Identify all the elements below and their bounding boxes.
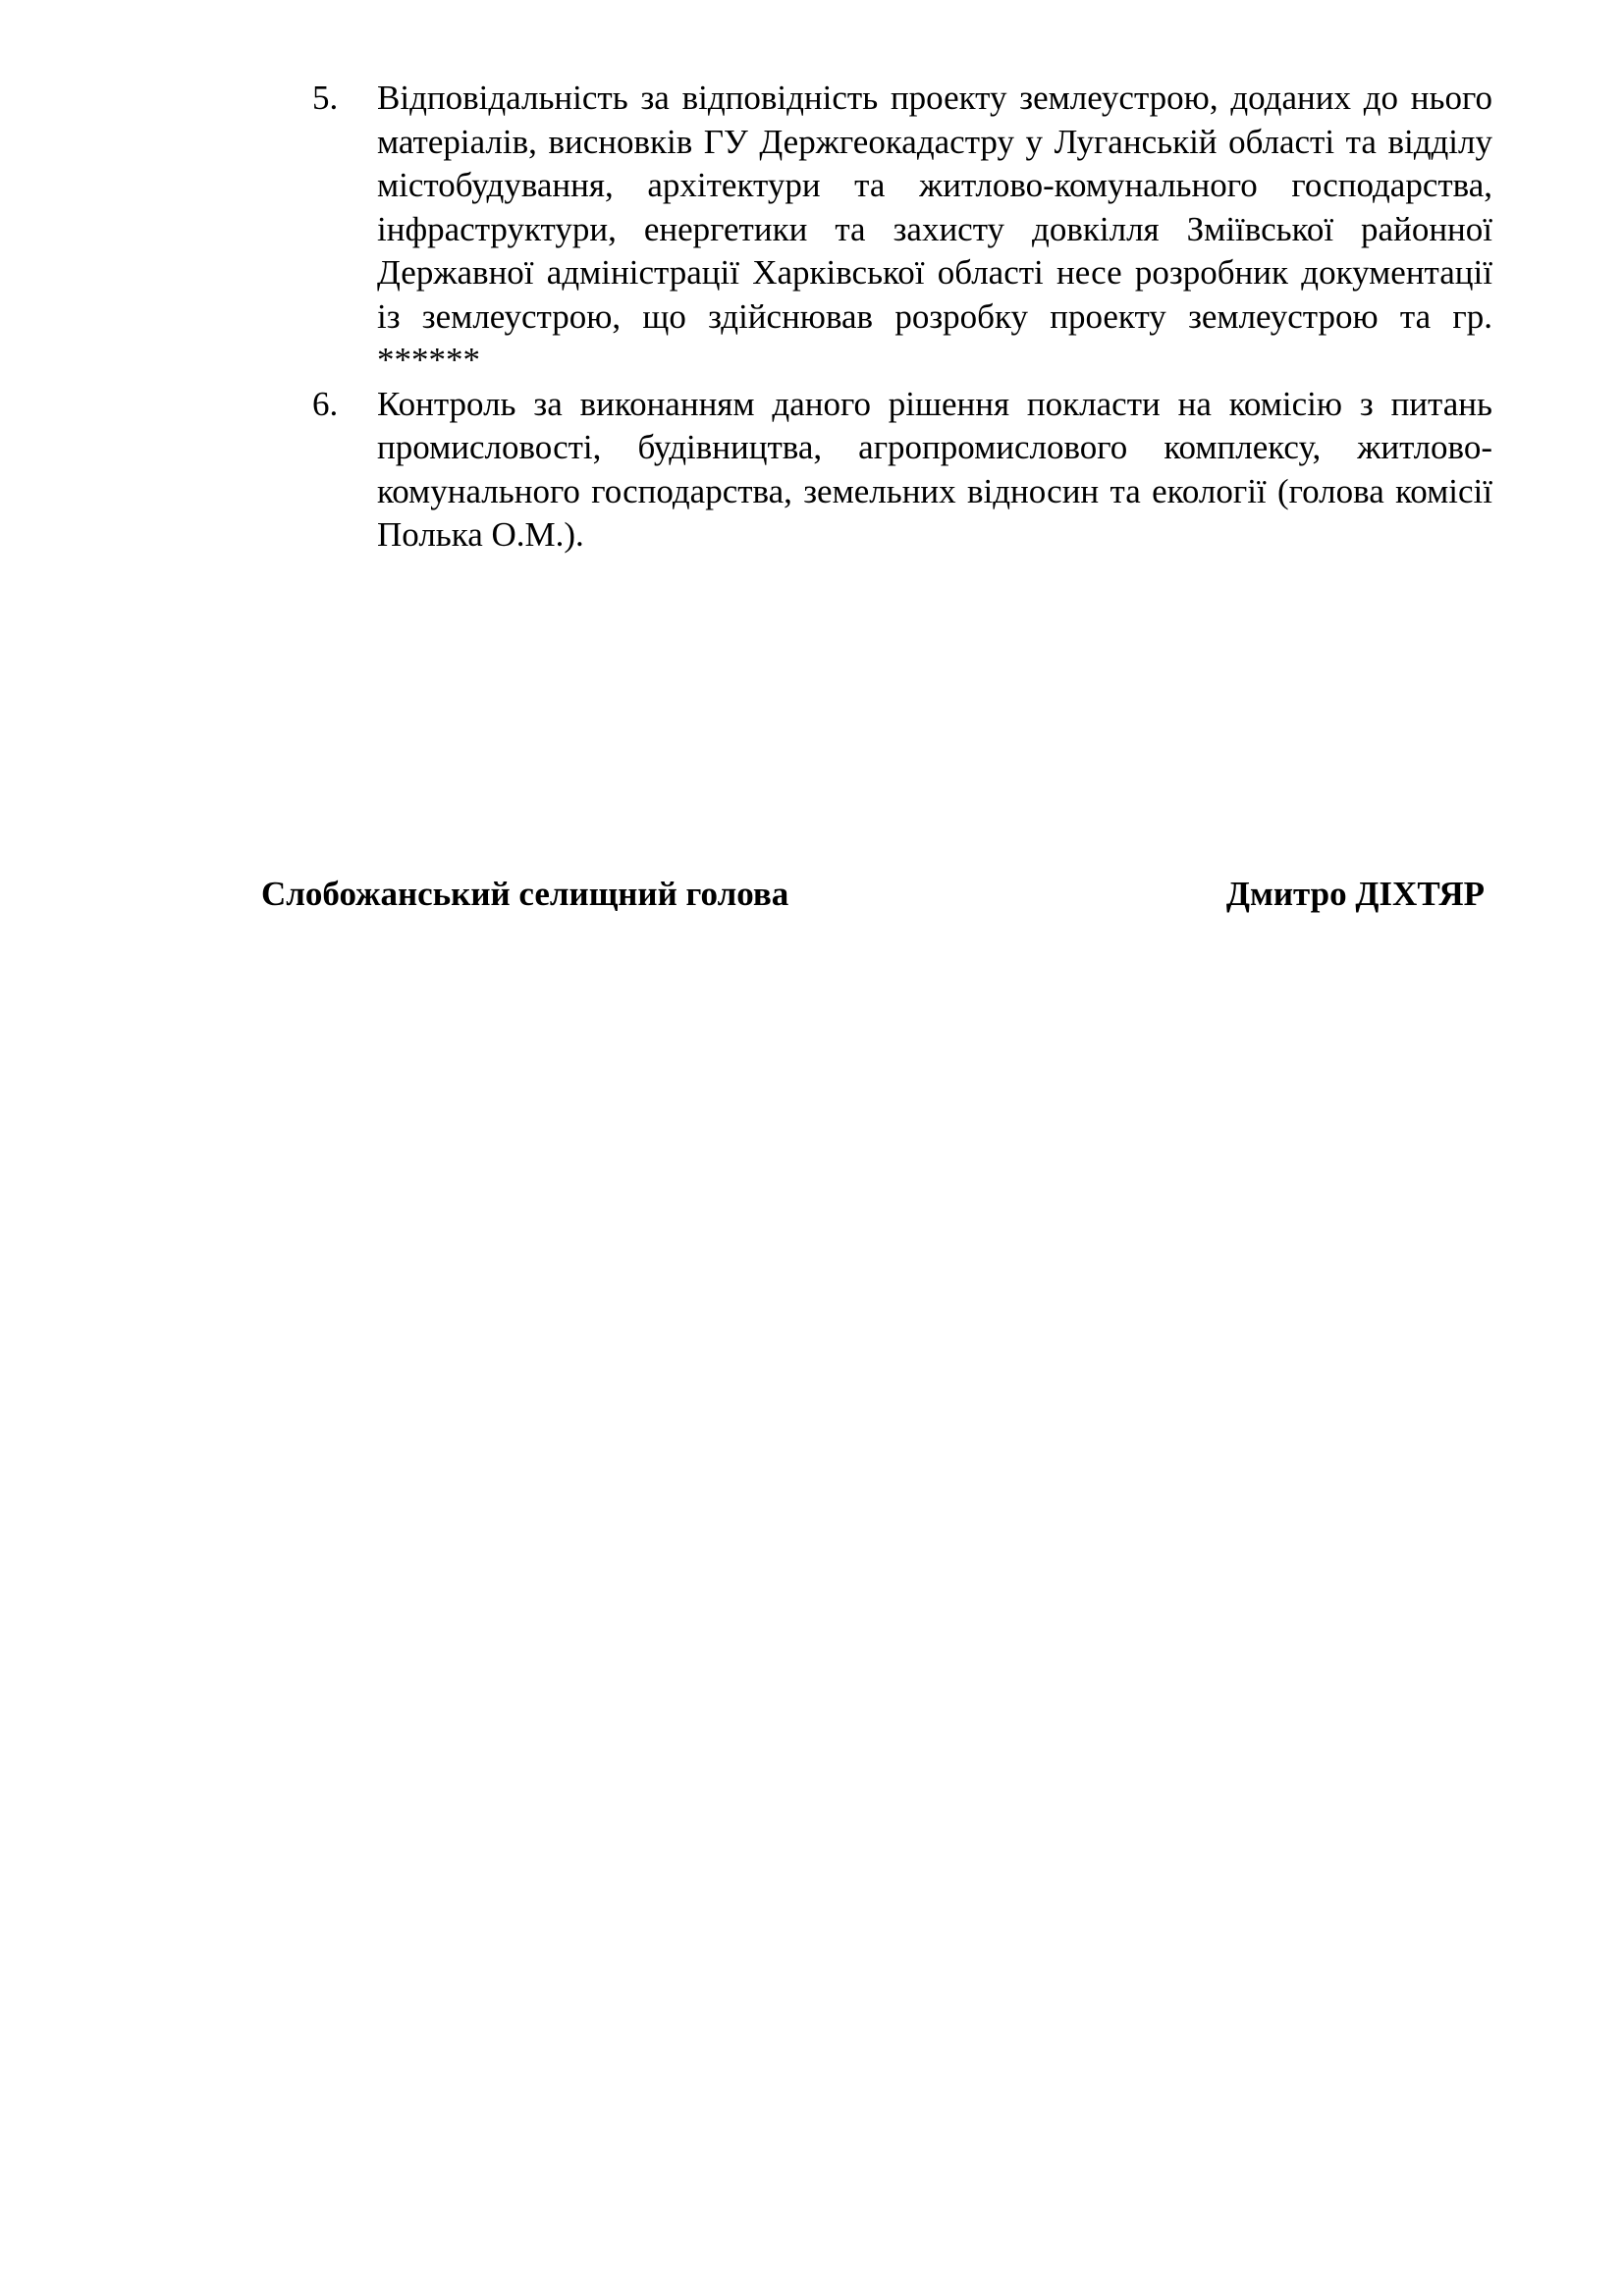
item-number: 5. xyxy=(312,79,339,117)
decision-item-6 xyxy=(312,383,1492,558)
decision-items-list xyxy=(312,77,1492,558)
decision-item-5 xyxy=(312,77,1492,383)
signature-block xyxy=(261,870,1485,919)
signatory-name: Дмитро ДІХТЯР xyxy=(1225,875,1485,913)
signatory-title: Слобожанський селищний голова xyxy=(261,875,789,913)
item-number: 6. xyxy=(312,384,339,423)
item-text: Відповідальність за відповідність проекту землеустрою, доданих до нього матеріалів, висновків ГУ Держгеокадастру у Луганській області та відділу містобудування, архітектури та житлово-комунального господарства, інфраструктури, енергетики та захисту довкілля Зміївської районної Державної адміністрації Харківської області несе розробник документації із землеустрою, що здійснював розробку проекту землеустрою та гр. ****** xyxy=(377,79,1492,379)
item-text: Контроль за виконанням даного рішення покласти на комісію з питань промисловості, будівництва, агропромислового комплексу, житлово-комунального господарства, земельних відносин та екології (голова комісії Полька О.М.). xyxy=(377,384,1492,554)
